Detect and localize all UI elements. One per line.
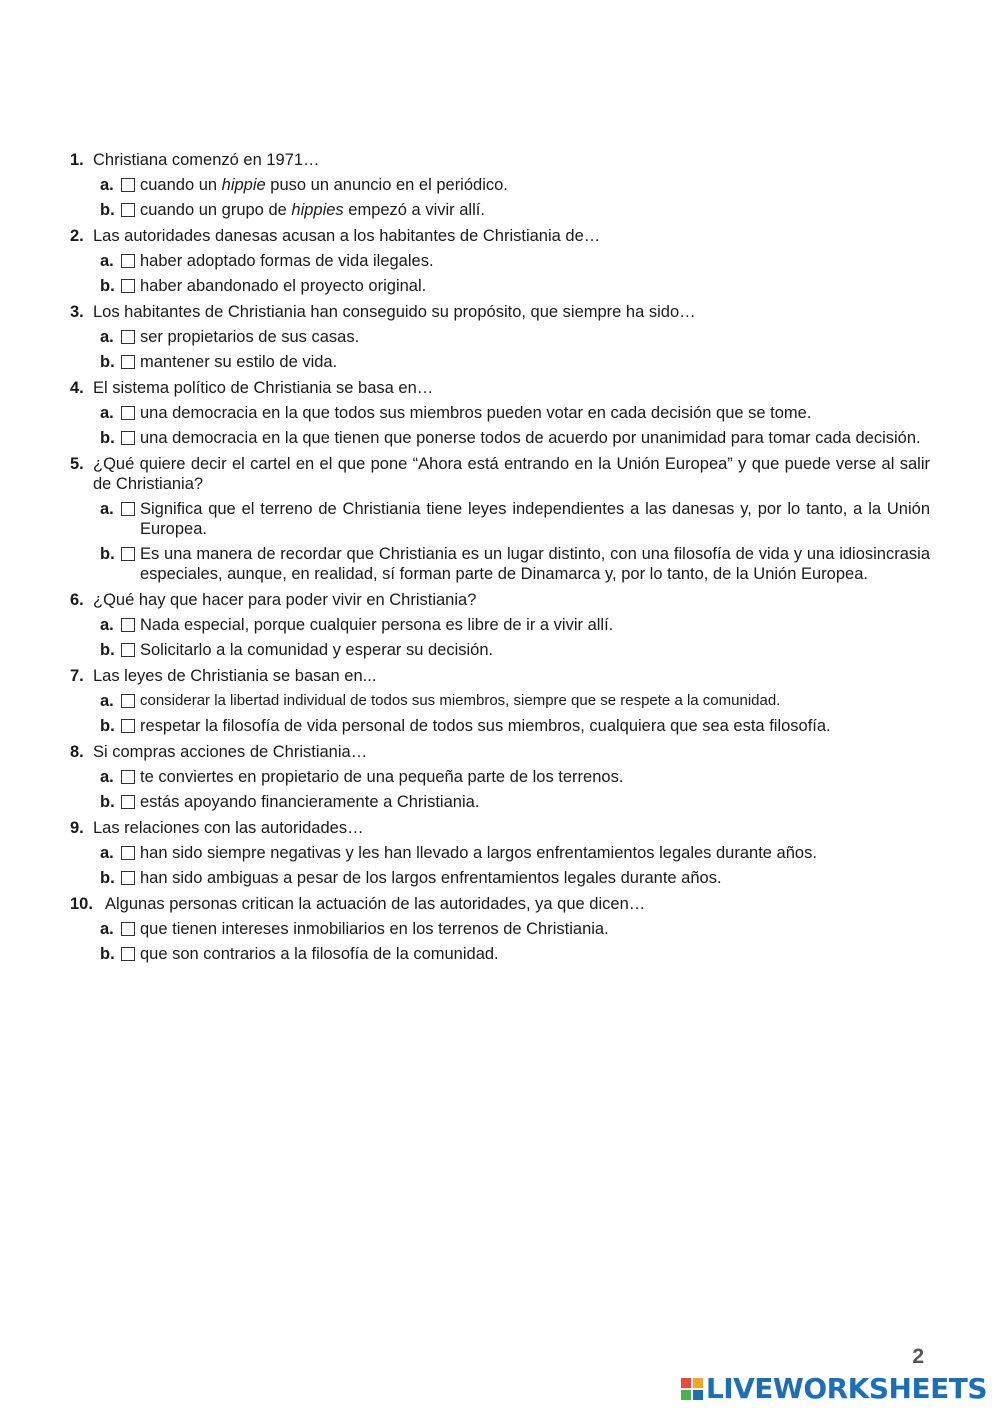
brand-name: LIVEWORKSHEETS bbox=[705, 1372, 987, 1405]
page-number: 2 bbox=[912, 1345, 924, 1368]
option-letter: b. bbox=[100, 793, 115, 811]
option-letter: b. bbox=[100, 717, 115, 735]
question-number: 5. bbox=[70, 455, 84, 473]
option-text: estás apoyando financieramente a Christiania. bbox=[140, 793, 480, 811]
option-letter: a. bbox=[100, 692, 114, 710]
option-text: considerar la libertad individual de todos sus miembros, siempre que se respete a la comunidad. bbox=[140, 692, 781, 709]
option-a bbox=[100, 691, 930, 711]
option-letter: b. bbox=[100, 429, 115, 447]
option-text: una democracia en la que todos sus miembros pueden votar en cada decisión que se tome. bbox=[140, 404, 812, 422]
question-text: Las autoridades danesas acusan a los habitantes de Christiania de… bbox=[93, 227, 601, 245]
option-letter: a. bbox=[100, 328, 114, 346]
option-text-pre: cuando un bbox=[140, 176, 222, 194]
option-a bbox=[100, 175, 930, 195]
liveworksheets-logo[interactable] bbox=[681, 1372, 987, 1405]
option-letter: a. bbox=[100, 404, 114, 422]
option-b bbox=[100, 352, 930, 372]
option-a bbox=[100, 251, 930, 271]
question-number: 10. bbox=[70, 895, 93, 913]
logo-icon bbox=[681, 1378, 703, 1400]
option-letter: b. bbox=[100, 201, 115, 219]
logo-square-red bbox=[681, 1378, 691, 1388]
option-text: ser propietarios de sus casas. bbox=[140, 328, 360, 346]
answer-checkbox[interactable] bbox=[121, 203, 135, 217]
answer-checkbox[interactable] bbox=[121, 719, 135, 733]
option-a bbox=[100, 767, 930, 787]
question-text: Las relaciones con las autoridades… bbox=[93, 819, 364, 837]
answer-checkbox[interactable] bbox=[121, 643, 135, 657]
option-letter: b. bbox=[100, 869, 115, 887]
answer-checkbox[interactable] bbox=[121, 947, 135, 961]
answer-checkbox[interactable] bbox=[121, 770, 135, 784]
option-letter: a. bbox=[100, 176, 114, 194]
answer-checkbox[interactable] bbox=[121, 254, 135, 268]
option-a bbox=[100, 327, 930, 347]
option-text-emphasis: hippie bbox=[221, 176, 266, 194]
option-b bbox=[100, 716, 930, 736]
question-number: 9. bbox=[70, 819, 84, 837]
option-text: que son contrarios a la filosofía de la comunidad. bbox=[140, 945, 499, 963]
option-a bbox=[100, 843, 930, 863]
option-text bbox=[140, 175, 930, 195]
answer-checkbox[interactable] bbox=[121, 871, 135, 885]
option-text: han sido siempre negativas y les han llevado a largos enfrentamientos legales durante años. bbox=[140, 844, 817, 862]
question-8 bbox=[70, 742, 930, 812]
answer-checkbox[interactable] bbox=[121, 846, 135, 860]
answer-checkbox[interactable] bbox=[121, 431, 135, 445]
answer-checkbox[interactable] bbox=[121, 922, 135, 936]
question-text: Algunas personas critican la actuación de las autoridades, ya que dicen… bbox=[105, 895, 646, 913]
option-text bbox=[140, 200, 930, 220]
question-3 bbox=[70, 302, 930, 372]
option-a bbox=[100, 615, 930, 635]
logo-square-green bbox=[681, 1390, 691, 1400]
answer-checkbox[interactable] bbox=[121, 795, 135, 809]
question-text: El sistema político de Christiania se basa en… bbox=[93, 379, 434, 397]
option-text: Solicitarlo a la comunidad y esperar su decisión. bbox=[140, 641, 494, 659]
answer-checkbox[interactable] bbox=[121, 694, 135, 708]
question-5 bbox=[70, 454, 930, 584]
answer-checkbox[interactable] bbox=[121, 330, 135, 344]
question-text: ¿Qué hay que hacer para poder vivir en Christiania? bbox=[93, 591, 477, 609]
logo-square-orange bbox=[693, 1378, 703, 1388]
option-text-emphasis: hippies bbox=[291, 201, 344, 219]
answer-checkbox[interactable] bbox=[121, 279, 135, 293]
answer-checkbox[interactable] bbox=[121, 502, 135, 516]
option-b bbox=[100, 792, 930, 812]
option-b bbox=[100, 868, 930, 888]
option-letter: a. bbox=[100, 500, 114, 518]
option-letter: b. bbox=[100, 641, 115, 659]
answer-checkbox[interactable] bbox=[121, 406, 135, 420]
question-4 bbox=[70, 378, 930, 448]
logo-square-blue bbox=[693, 1390, 703, 1400]
question-text: Las leyes de Christiania se basan en... bbox=[93, 667, 377, 685]
option-a bbox=[100, 499, 930, 539]
question-text: Si compras acciones de Christiania… bbox=[93, 743, 368, 761]
option-letter: a. bbox=[100, 768, 114, 786]
option-text: respetar la filosofía de vida personal de todos sus miembros, cualquiera que sea esta filosofía. bbox=[140, 717, 831, 735]
question-text: ¿Qué quiere decir el cartel en el que pone “Ahora está entrando en la Unión Europea” y que puede verse al salir de Christiania? bbox=[93, 455, 930, 493]
question-1 bbox=[70, 150, 930, 220]
option-letter: b. bbox=[100, 945, 115, 963]
option-text: Nada especial, porque cualquier persona es libre de ir a vivir allí. bbox=[140, 616, 614, 634]
option-text: Significa que el terreno de Christiania tiene leyes independientes a las danesas y, por lo tanto, a la Unión Europea. bbox=[140, 500, 930, 538]
option-b bbox=[100, 276, 930, 296]
question-number: 1. bbox=[70, 151, 84, 169]
option-b bbox=[100, 200, 930, 220]
answer-checkbox[interactable] bbox=[121, 547, 135, 561]
option-letter: a. bbox=[100, 844, 114, 862]
question-number: 8. bbox=[70, 743, 84, 761]
question-2 bbox=[70, 226, 930, 296]
option-text-pre: cuando un grupo de bbox=[140, 201, 292, 219]
option-text-post: puso un anuncio en el periódico. bbox=[265, 176, 508, 194]
option-text: Es una manera de recordar que Christiania es un lugar distinto, con una filosofía de vida y una idiosincrasia especiales, aunque, en realidad, sí forman parte de Dinamarca y, por lo tanto, de la Unión Europea. bbox=[140, 545, 930, 583]
answer-checkbox[interactable] bbox=[121, 618, 135, 632]
option-text: te conviertes en propietario de una pequeña parte de los terrenos. bbox=[140, 768, 624, 786]
question-number: 2. bbox=[70, 227, 84, 245]
option-text-post: empezó a vivir allí. bbox=[343, 201, 485, 219]
option-text: haber adoptado formas de vida ilegales. bbox=[140, 252, 434, 270]
question-number: 4. bbox=[70, 379, 84, 397]
option-letter: b. bbox=[100, 545, 115, 563]
question-number: 3. bbox=[70, 303, 84, 321]
question-9 bbox=[70, 818, 930, 888]
option-letter: b. bbox=[100, 277, 115, 295]
option-b bbox=[100, 544, 930, 584]
question-7 bbox=[70, 666, 930, 736]
question-sheet bbox=[70, 150, 930, 970]
option-a bbox=[100, 403, 930, 423]
option-text: haber abandonado el proyecto original. bbox=[140, 277, 427, 295]
option-text: una democracia en la que tienen que ponerse todos de acuerdo por unanimidad para tomar cada decisión. bbox=[140, 429, 921, 447]
question-10 bbox=[70, 894, 930, 964]
question-text: Christiana comenzó en 1971… bbox=[93, 151, 320, 169]
option-letter: b. bbox=[100, 353, 115, 371]
option-text: han sido ambiguas a pesar de los largos enfrentamientos legales durante años. bbox=[140, 869, 722, 887]
option-text: que tienen intereses inmobiliarios en los terrenos de Christiania. bbox=[140, 920, 609, 938]
question-number: 7. bbox=[70, 667, 84, 685]
option-letter: a. bbox=[100, 252, 114, 270]
option-b bbox=[100, 428, 930, 448]
question-number: 6. bbox=[70, 591, 84, 609]
answer-checkbox[interactable] bbox=[121, 178, 135, 192]
option-b bbox=[100, 640, 930, 660]
option-a bbox=[100, 919, 930, 939]
answer-checkbox[interactable] bbox=[121, 355, 135, 369]
option-letter: a. bbox=[100, 920, 114, 938]
option-b bbox=[100, 944, 930, 964]
option-letter: a. bbox=[100, 616, 114, 634]
option-text: mantener su estilo de vida. bbox=[140, 353, 338, 371]
question-6 bbox=[70, 590, 930, 660]
question-text: Los habitantes de Christiania han conseguido su propósito, que siempre ha sido… bbox=[93, 303, 696, 321]
